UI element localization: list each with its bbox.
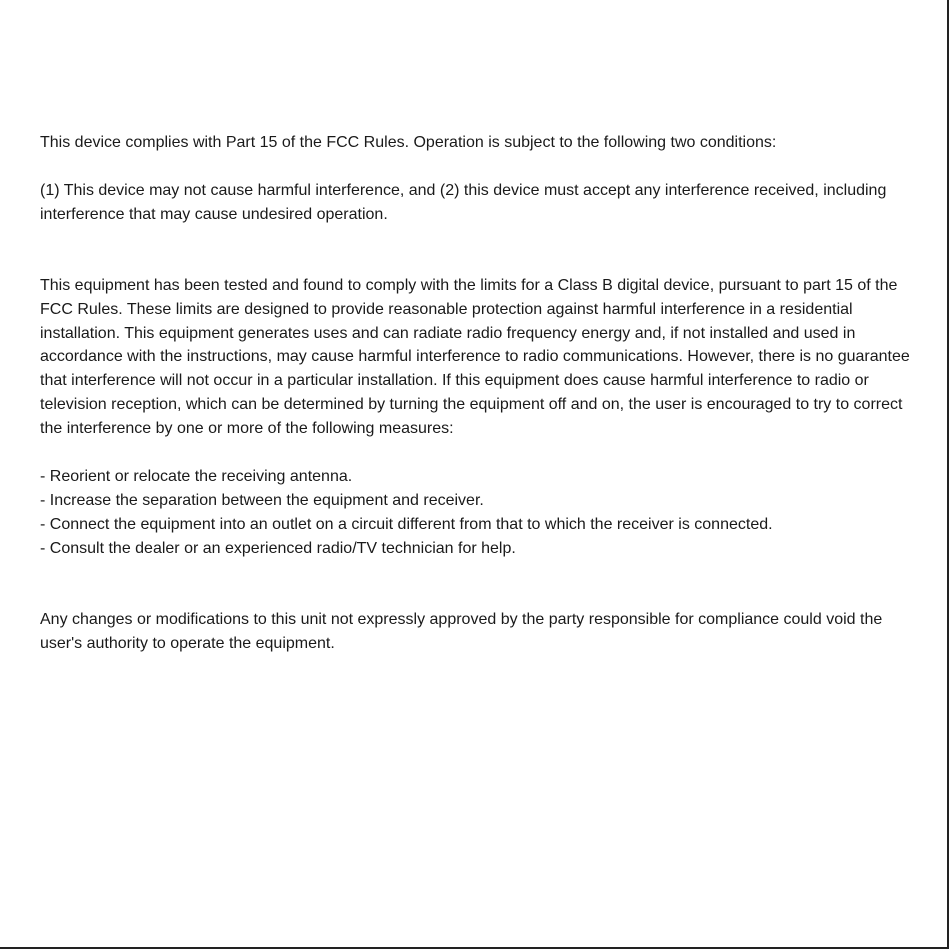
section-spacer xyxy=(40,227,920,274)
class-b-statement: This equipment has been tested and found to comply with the limits for a Class B digital device, pursuant to part 15 of the FCC Rules. These limits are designed to provide reasonable protection against harmful interference in a residential installation. This equipment generates uses and can radiate radio frequency energy and, if not installed and used in accordance with the instructions, may cause harmful interference to radio communications. However, there is no guarantee that interference will not occur in a particular installation. If this equipment does cause harmful interference to radio or television reception, which can be determined by turning the equipment off and on, the user is encouraged to try to correct the interference by one or more of the following measures: xyxy=(40,276,910,438)
interference-measures-list xyxy=(40,465,920,561)
fcc-notice xyxy=(40,131,920,656)
section-spacer xyxy=(40,561,920,608)
compliance-statement: This device complies with Part 15 of the FCC Rules. Operation is subject to the following two conditions: xyxy=(40,134,777,151)
measure-consult-technician: - Consult the dealer or an experienced radio/TV technician for help. xyxy=(40,539,516,557)
operating-conditions: (1) This device may not cause harmful interference, and (2) this device must accept any interference received, including interference that may cause undesired operation. xyxy=(40,181,887,223)
paragraph-spacer xyxy=(40,155,920,179)
measure-different-outlet: - Connect the equipment into an outlet on a circuit different from that to which the receiver is connected. xyxy=(40,515,773,533)
measure-increase-separation: - Increase the separation between the equipment and receiver. xyxy=(40,491,484,509)
measure-reorient-antenna: - Reorient or relocate the receiving antenna. xyxy=(40,468,353,486)
paragraph-spacer xyxy=(40,441,920,465)
modification-warning: Any changes or modifications to this unit not expressly approved by the party responsible for compliance could void the user's authority to operate the equipment. xyxy=(40,610,883,652)
